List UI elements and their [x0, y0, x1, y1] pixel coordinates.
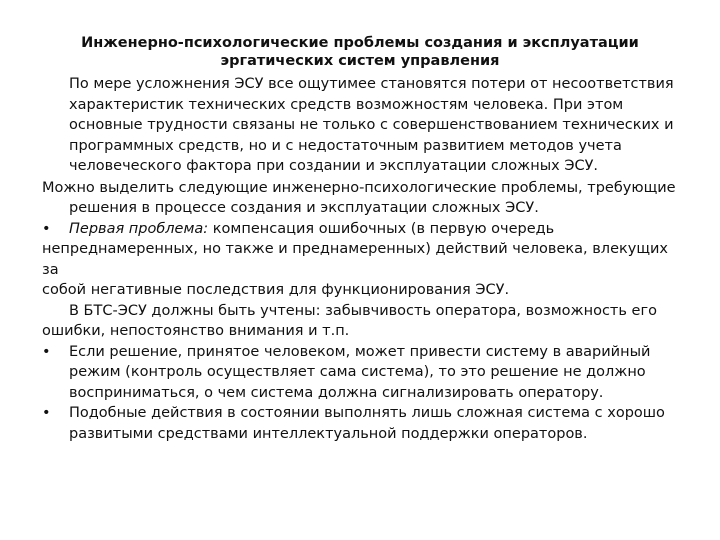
bullet-item-1	[42, 342, 682, 404]
intro-paragraph: По мере усложнения ЭСУ все ощутимее становятся потери от несоответствия характеристик технических средств возможностям человека. При этом основные трудности связаны не только с совершенствованием технических и программных средств, но и с недостаточным развитием методов учета человеческого фактора при создании и эксплуатации сложных ЭСУ.	[69, 76, 674, 174]
btc-note-line-1: В БТС-ЭСУ должны быть учтены: забывчивость оператора, возможность его	[69, 302, 657, 319]
bullet-marker: •	[42, 220, 51, 237]
first-problem-text-line-2: непреднамеренных, но также и преднамеренных) действий человека, влекущих за	[42, 241, 668, 278]
bullet-marker: •	[42, 405, 51, 421]
slide-title-line-1: Инженерно-психологические проблемы создания и эксплуатации	[81, 35, 639, 51]
first-problem-text-line-1: компенсация ошибочных (в первую очередь	[208, 220, 555, 237]
bullet-item-2	[42, 403, 682, 444]
slide-title-line-2: эргатических систем управления	[220, 53, 500, 69]
first-problem-item	[42, 219, 682, 240]
slide-title	[40, 34, 680, 70]
bullet-marker: •	[42, 343, 51, 360]
bullet-text-1: Если решение, принятое человеком, может привести систему в аварийный режим (контроль осуществляет сама система), то это решение не должно восприниматься, о чем система должна сигнализировать оператору.	[69, 343, 651, 401]
summary-paragraph: Можно выделить следующие инженерно-психологические проблемы, требующие решения в процессе создания и эксплуатации сложных ЭСУ.	[42, 179, 676, 216]
slide-body	[42, 74, 682, 444]
first-problem-label: Первая проблема:	[69, 220, 209, 237]
first-problem-text-line-3: собой негативные последствия для функционирования ЭСУ.	[42, 282, 510, 298]
btc-note-line-2: ошибки, непостоянство внимания и т.п.	[42, 323, 350, 339]
bullet-text-2: Подобные действия в состоянии выполнять лишь сложная система с хорошо развитыми средствами интеллектуальной поддержки операторов.	[69, 405, 665, 442]
